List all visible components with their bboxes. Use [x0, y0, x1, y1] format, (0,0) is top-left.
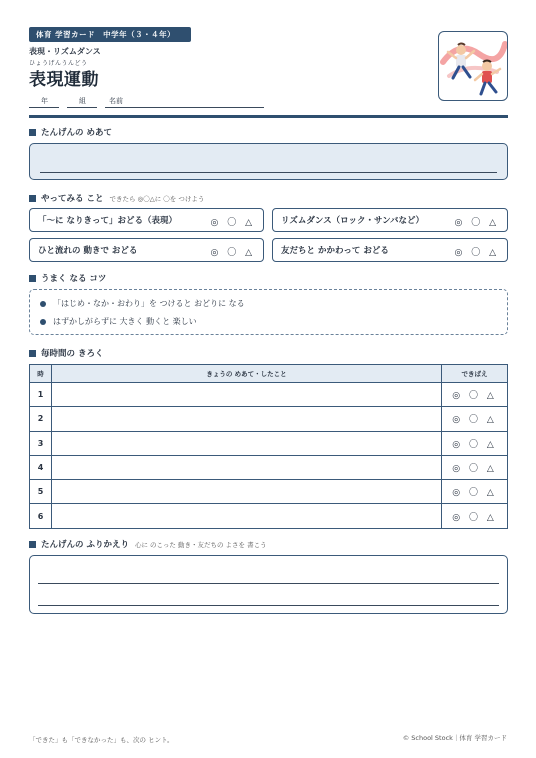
page-title: 表現運動: [29, 70, 99, 90]
section-marker-icon: [29, 275, 36, 282]
goal-write-line: [40, 172, 497, 173]
name-row: [29, 96, 264, 108]
period-number: 2: [30, 407, 52, 431]
tip-item: [40, 316, 197, 327]
reflection-input-box[interactable]: [29, 555, 508, 614]
goal-cell[interactable]: [52, 407, 442, 431]
grade-marks[interactable]: ◎ 〇 △: [442, 383, 508, 407]
record-table: [29, 364, 508, 529]
section-marker-icon: [29, 350, 36, 357]
try-item-1[interactable]: [29, 208, 264, 232]
period-number: 4: [30, 455, 52, 479]
grade-badge: 体育 学習カード 中学年（３・４年）: [29, 27, 191, 42]
section-marker-icon: [29, 129, 36, 136]
period-number: 5: [30, 480, 52, 504]
try-item-label: 「〜に なりきって」おどる（表現）: [38, 216, 177, 226]
class-line[interactable]: [67, 107, 97, 108]
grade-marks[interactable]: ◎ 〇 △: [442, 431, 508, 455]
col-header-grade: できばえ: [442, 365, 508, 383]
try-heading-text: やってみる こと: [41, 194, 104, 204]
try-item-label: 友だちと かかわって おどる: [281, 246, 389, 256]
section-marker-icon: [29, 541, 36, 548]
section-marker-icon: [29, 195, 36, 202]
tips-heading-text: うまく なる コツ: [41, 274, 107, 284]
period-number: 1: [30, 383, 52, 407]
title-ruby: ひょうげんうんどう: [29, 60, 88, 67]
footer-credit: © School Stock｜体育 学習カード: [402, 734, 507, 742]
col-header-goal: きょうの めあて・したこと: [52, 365, 442, 383]
table-row: [30, 383, 508, 407]
grade-marks[interactable]: ◎ 〇 △: [442, 455, 508, 479]
year-line[interactable]: [29, 107, 59, 108]
table-row: [30, 455, 508, 479]
try-item-4[interactable]: [272, 238, 508, 262]
grade-marks[interactable]: ◎ 〇 △: [210, 248, 255, 258]
tips-box: [29, 289, 508, 335]
grade-marks[interactable]: ◎ 〇 △: [442, 480, 508, 504]
try-item-2[interactable]: [272, 208, 508, 232]
goal-cell[interactable]: [52, 431, 442, 455]
grade-marks[interactable]: ◎ 〇 △: [442, 504, 508, 528]
goal-cell[interactable]: [52, 504, 442, 528]
reflection-heading: [29, 538, 267, 550]
grade-marks[interactable]: ◎ 〇 △: [442, 407, 508, 431]
goal-input-box[interactable]: [29, 143, 508, 180]
year-label: 年: [41, 97, 48, 105]
class-label: 組: [79, 97, 86, 105]
col-header-period: 時: [30, 365, 52, 383]
goal-heading-text: たんげんの めあて: [41, 128, 112, 138]
grade-marks[interactable]: ◎ 〇 △: [454, 248, 499, 258]
tips-heading: [29, 272, 106, 284]
try-item-label: ひと流れの 動きで おどる: [38, 246, 138, 256]
footer-hint: 「できた」も「できなかった」も、次の ヒント。: [29, 736, 174, 744]
grade-marks[interactable]: ◎ 〇 △: [454, 218, 499, 228]
period-number: 3: [30, 431, 52, 455]
page-subtitle: 表現・リズムダンス: [29, 47, 101, 56]
try-item-label: リズムダンス（ロック・サンバなど）: [281, 216, 424, 226]
goal-heading: [29, 126, 112, 138]
table-row: [30, 407, 508, 431]
bullet-icon: [40, 319, 46, 325]
bullet-icon: [40, 301, 46, 307]
try-item-3[interactable]: [29, 238, 264, 262]
goal-cell[interactable]: [52, 480, 442, 504]
goal-cell[interactable]: [52, 383, 442, 407]
goal-cell[interactable]: [52, 455, 442, 479]
name-line[interactable]: [105, 107, 264, 108]
record-heading-text: 毎時間の きろく: [41, 349, 104, 359]
record-heading: [29, 347, 103, 359]
dancers-illustration: [438, 31, 508, 101]
period-number: 6: [30, 504, 52, 528]
reflection-write-line: [38, 605, 499, 606]
tip-item: [40, 298, 245, 309]
table-row: [30, 431, 508, 455]
tip-text: はずかしがらずに 大きく 動くと 楽しい: [53, 317, 197, 326]
try-note: できたら ◎〇△に 〇を つけよう: [109, 194, 205, 203]
dancers-icon: [439, 32, 508, 101]
try-heading: [29, 192, 204, 204]
table-header-row: [30, 365, 508, 383]
table-row: [30, 504, 508, 528]
reflection-heading-text: たんげんの ふりかえり: [41, 540, 129, 550]
reflection-note: 心に のこった 動き・友だちの よさを 書こう: [134, 540, 267, 549]
header-divider: [29, 115, 508, 118]
table-row: [30, 480, 508, 504]
name-label: 名前: [109, 97, 123, 105]
tip-text: 「はじめ・なか・おわり」を つけると おどりに なる: [53, 299, 245, 308]
reflection-write-line: [38, 583, 499, 584]
grade-marks[interactable]: ◎ 〇 △: [210, 218, 255, 228]
